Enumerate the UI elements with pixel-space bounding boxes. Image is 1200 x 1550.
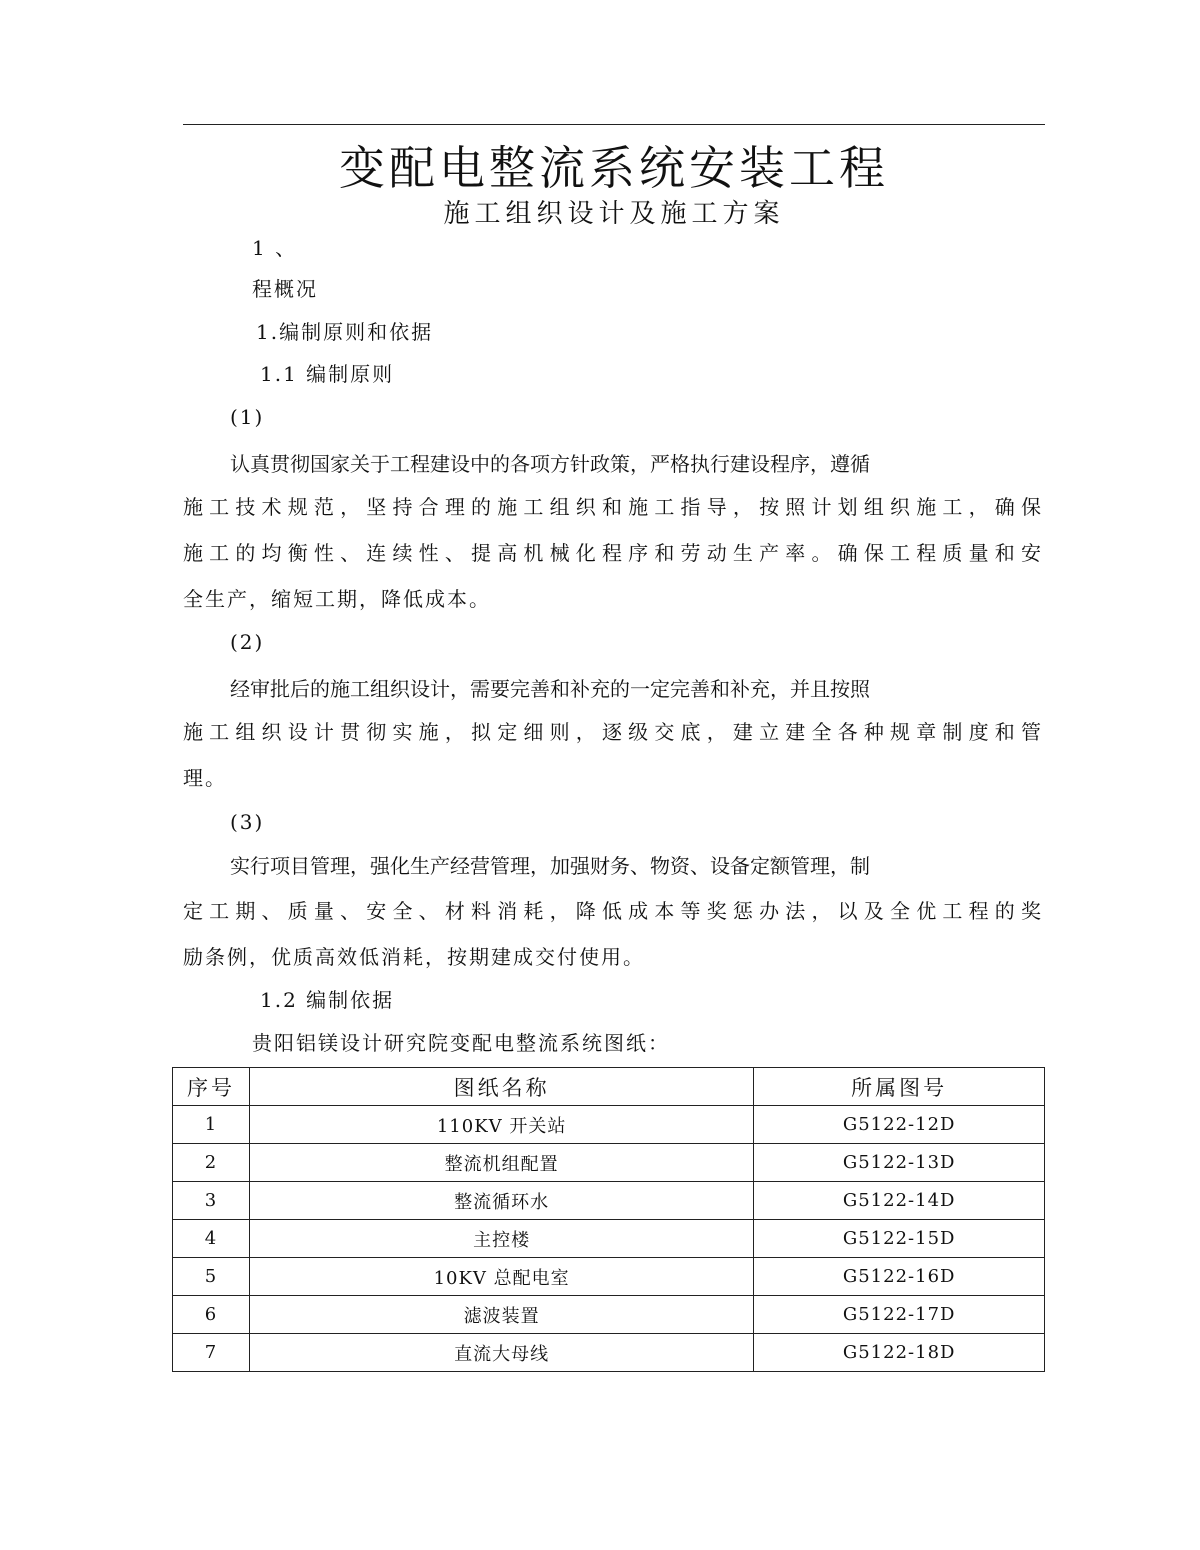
cell-index: 4 [173,1220,250,1258]
cell-drawing-number: G5122-15D [754,1220,1045,1258]
cell-index: 6 [173,1296,250,1334]
heading-1-1: 1.1 编制原则 [260,362,395,386]
cell-drawing-name: 110KV 开关站 [249,1106,753,1144]
basis-intro: 贵阳铝镁设计研究院变配电整流系统图纸： [252,1031,670,1055]
table-header-row [173,1068,1045,1106]
document-title: 变配电整流系统安装工程 [339,141,889,195]
cell-index: 3 [173,1182,250,1220]
item-number-3: (3) [230,810,265,834]
paragraph-3-line-1: 实行项目管理，强化生产经营管理，加强财务、物资、设备定额管理，制 [230,854,870,878]
heading-1-2: 1.2 编制依据 [260,988,395,1012]
paragraph-1-line-4: 全生产，缩短工期，降低成本。 [183,587,491,611]
cell-drawing-name: 10KV 总配电室 [249,1258,753,1296]
section-number: 1 、 [252,236,298,260]
paragraph-3-line-2: 定工期、质量、安全、材料消耗，降低成本等奖惩办法，以及全优工程的奖 [183,899,1043,923]
paragraph-1-line-2: 施工技术规范，坚持合理的施工组织和施工指导，按照计划组织施工，确保 [183,495,1043,519]
paragraph-2-line-3: 理。 [183,766,227,790]
table-row [173,1258,1045,1296]
header-index: 序号 [173,1068,250,1106]
section-title: 程概况 [252,277,318,301]
cell-drawing-name: 主控楼 [249,1220,753,1258]
item-number-1: (1) [230,405,265,429]
cell-index: 5 [173,1258,250,1296]
header-drawing-number: 所属图号 [754,1068,1045,1106]
drawings-table [172,1067,1045,1372]
cell-index: 2 [173,1144,250,1182]
cell-drawing-name: 直流大母线 [249,1334,753,1372]
cell-index: 1 [173,1106,250,1144]
table-row [173,1334,1045,1372]
paragraph-3-line-3: 励条例，优质高效低消耗，按期建成交付使用。 [183,945,645,969]
paragraph-1-line-1: 认真贯彻国家关于工程建设中的各项方针政策，严格执行建设程序，遵循 [230,452,870,476]
heading-1: 1.编制原则和依据 [256,320,434,344]
table-row [173,1220,1045,1258]
cell-drawing-number: G5122-18D [754,1334,1045,1372]
cell-index: 7 [173,1334,250,1372]
cell-drawing-name: 滤波装置 [249,1296,753,1334]
paragraph-1-line-3: 施工的均衡性、连续性、提高机械化程序和劳动生产率。确保工程质量和安 [183,541,1043,565]
item-number-2: (2) [230,630,265,654]
cell-drawing-number: G5122-13D [754,1144,1045,1182]
table-row [173,1144,1045,1182]
cell-drawing-number: G5122-16D [754,1258,1045,1296]
paragraph-2-line-1: 经审批后的施工组织设计，需要完善和补充的一定完善和补充，并且按照 [230,677,870,701]
top-rule [183,124,1045,125]
cell-drawing-name: 整流循环水 [249,1182,753,1220]
header-drawing-name: 图纸名称 [249,1068,753,1106]
cell-drawing-number: G5122-17D [754,1296,1045,1334]
cell-drawing-name: 整流机组配置 [249,1144,753,1182]
table-row [173,1182,1045,1220]
cell-drawing-number: G5122-12D [754,1106,1045,1144]
cell-drawing-number: G5122-14D [754,1182,1045,1220]
table-row [173,1296,1045,1334]
table-row [173,1106,1045,1144]
document-subtitle: 施工组织设计及施工方案 [443,199,785,229]
paragraph-2-line-2: 施工组织设计贯彻实施，拟定细则，逐级交底，建立建全各种规章制度和管 [183,720,1043,744]
